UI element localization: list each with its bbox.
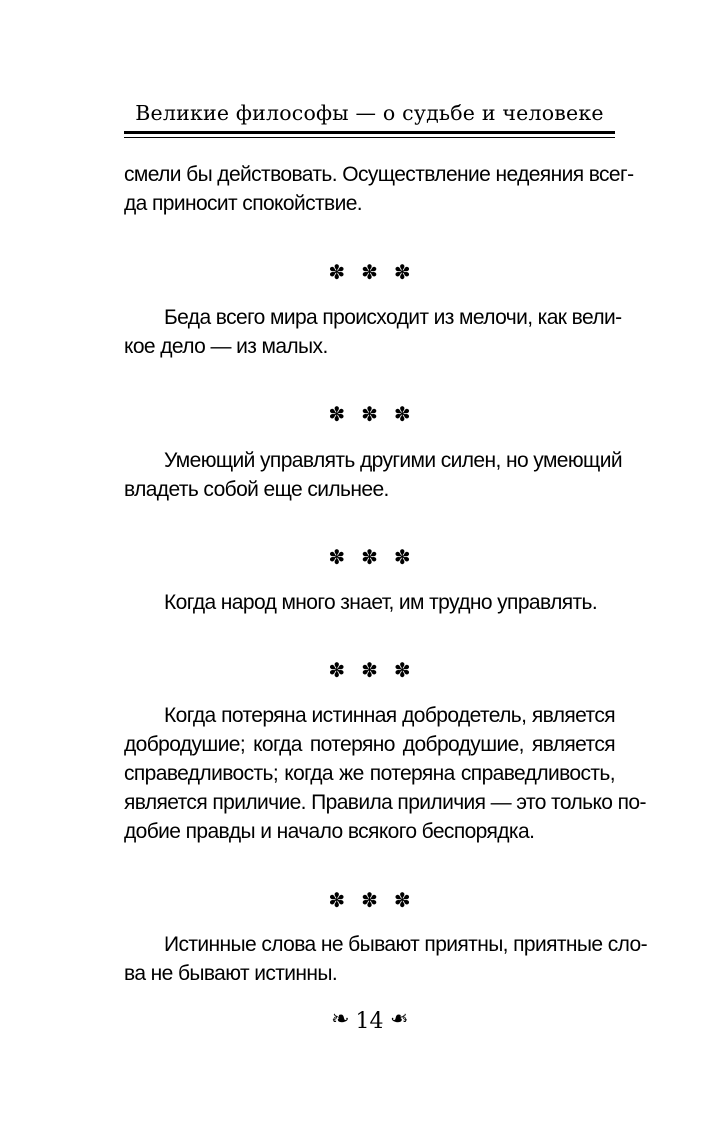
star-ornament-icon: ✽ xyxy=(361,658,378,682)
paragraph-line: добродушие; когда потеряно добродушие, является xyxy=(124,733,615,756)
paragraph-line: Истинные слова не бывают приятны, приятные сло- xyxy=(164,933,647,956)
section-separator xyxy=(124,658,615,682)
paragraph-5 xyxy=(124,701,646,846)
paragraph-line: владеть собой еще сильнее. xyxy=(124,478,389,501)
paragraph-3 xyxy=(124,446,622,504)
paragraph-line: является приличие. Правила приличия — это только по- xyxy=(124,791,646,814)
paragraph-line: да приносит спокойствие. xyxy=(124,192,363,215)
star-ornament-icon: ✽ xyxy=(361,888,378,912)
star-ornament-icon: ✽ xyxy=(393,402,411,426)
paragraph-line: добие правды и начало всякого беспорядка. xyxy=(124,820,535,843)
paragraph-line: кое дело — из малых. xyxy=(124,335,328,358)
section-separator xyxy=(124,888,615,912)
star-ornament-icon: ✽ xyxy=(393,545,411,569)
star-ornament-icon: ✽ xyxy=(328,545,346,569)
running-header: Великие философы — о судьбе и человеке xyxy=(135,101,604,125)
star-ornament-icon: ✽ xyxy=(328,658,346,682)
section-separator xyxy=(124,402,615,426)
star-ornament-icon: ✽ xyxy=(393,888,411,912)
paragraph-4 xyxy=(124,588,615,617)
star-ornament-icon: ✽ xyxy=(361,260,378,284)
star-ornament-icon: ✽ xyxy=(361,545,378,569)
page-number: 14 xyxy=(355,1009,384,1034)
header-rule-thin xyxy=(124,137,615,138)
page-folio xyxy=(124,1006,615,1038)
paragraph-6 xyxy=(124,930,647,988)
paragraph-line: смели бы действовать. Осуществление недеяния всег- xyxy=(124,163,634,186)
star-ornament-icon: ✽ xyxy=(328,402,346,426)
header-rule-thick xyxy=(124,131,615,134)
star-ornament-icon: ✽ xyxy=(361,402,378,426)
star-ornament-icon: ✽ xyxy=(393,658,411,682)
paragraph-line: ва не бывают истинны. xyxy=(124,962,338,985)
paragraph-1 xyxy=(124,160,634,218)
section-separator xyxy=(124,545,615,569)
paragraph-line: Беда всего мира происходит из мелочи, как вели- xyxy=(164,306,622,329)
paragraph-line: справедливость; когда же потеряна справедливость, xyxy=(124,762,615,785)
star-ornament-icon: ✽ xyxy=(328,888,346,912)
paragraph-line: Когда потеряна истинная добродетель, является xyxy=(164,704,615,727)
paragraph-line: Когда народ много знает, им трудно управлять. xyxy=(164,591,598,614)
star-ornament-icon: ✽ xyxy=(328,260,346,284)
section-separator xyxy=(124,260,615,284)
paragraph-2 xyxy=(124,303,622,361)
paragraph-line: Умеющий управлять другими силен, но умеющий xyxy=(164,449,622,472)
fleuron-left-icon: ❧ xyxy=(331,1007,350,1032)
star-ornament-icon: ✽ xyxy=(393,260,411,284)
fleuron-right-icon: ❧ xyxy=(389,1007,408,1032)
